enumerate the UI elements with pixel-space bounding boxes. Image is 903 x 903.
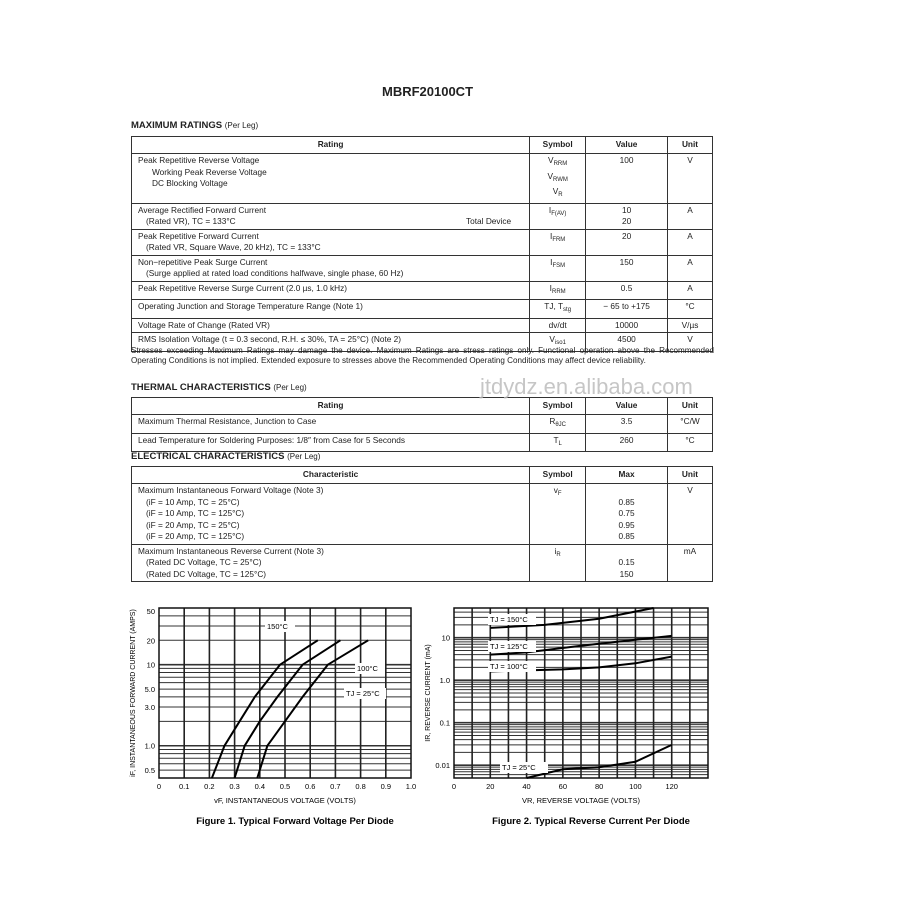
value: − 65 to +175 xyxy=(603,301,650,311)
max-ratings-table xyxy=(131,136,713,352)
x-tick-label: 0.1 xyxy=(178,782,190,791)
unit: V xyxy=(668,154,713,204)
table-row xyxy=(132,544,713,582)
y-tick-label: 0.5 xyxy=(144,766,155,776)
value: 0.95 xyxy=(618,519,635,530)
figure-2-chart xyxy=(420,595,720,835)
symbol: $I_{FSM}$ xyxy=(550,256,566,269)
y-axis-label: IR, REVERSE CURRENT (mA) xyxy=(425,644,432,742)
value: 10 xyxy=(621,204,632,215)
table-row xyxy=(132,300,713,319)
y-tick-label: 5.0 xyxy=(144,685,155,695)
symbol: $v_F$ xyxy=(553,485,562,497)
unit: A xyxy=(668,203,713,229)
thermal-table xyxy=(131,397,713,452)
column-header: Unit xyxy=(668,137,713,154)
value: 0.85 xyxy=(618,531,635,541)
y-tick-label: 1.0 xyxy=(439,676,450,686)
series-line xyxy=(257,640,368,778)
symbol: $R_{\theta JC}$ xyxy=(549,416,566,428)
rating-text: Average Rectified Forward Current xyxy=(138,204,267,215)
y-tick-label: 0.1 xyxy=(439,718,450,728)
column-header: Unit xyxy=(668,467,713,484)
series-label: TJ = 125°C xyxy=(490,642,528,651)
table-row xyxy=(132,203,713,229)
rating-text: Voltage Rate of Change (Rated VR) xyxy=(138,319,270,330)
characteristic-text: Maximum Instantaneous Forward Voltage (Note 3) xyxy=(138,485,324,495)
table-row xyxy=(132,415,713,434)
rating-text: Working Peak Reverse Voltage xyxy=(152,166,267,177)
value: 150 xyxy=(619,256,634,267)
unit: V xyxy=(668,333,713,352)
unit: °C xyxy=(668,433,713,452)
column-header: Symbol xyxy=(530,137,586,154)
x-tick-label: 1.0 xyxy=(405,782,417,791)
characteristic-text: (Rated DC Voltage, TC = 25°C) xyxy=(146,557,262,567)
value: 260 xyxy=(586,433,668,452)
heading-text: THERMAL CHARACTERISTICS xyxy=(131,382,271,393)
column-header: Value xyxy=(586,398,668,415)
series-line xyxy=(212,640,318,778)
series-label: 150°C xyxy=(267,622,288,631)
symbol: $T_L$ xyxy=(553,434,562,447)
value: 10000 xyxy=(615,319,639,330)
rating-text: Non−repetitive Peak Surge Current xyxy=(138,256,268,267)
y-tick-label: 0.01 xyxy=(435,761,450,771)
value: 150 xyxy=(619,568,634,579)
x-tick-label: 0.7 xyxy=(330,782,341,791)
value: 0.15 xyxy=(618,557,635,567)
y-axis-label: iF, INSTANTANEOUS FORWARD CURRENT (AMPS) xyxy=(130,609,137,777)
rating-text: Operating Junction and Storage Temperature Range (Note 1) xyxy=(138,301,363,311)
unit: V/µs xyxy=(668,318,713,333)
rating-text: (Surge applied at rated load conditions halfwave, single phase, 60 Hz) xyxy=(146,268,404,278)
unit: mA xyxy=(668,544,713,582)
symbol: TJ, $T_{stg}$ xyxy=(544,301,572,313)
value: 3.5 xyxy=(586,415,668,434)
y-tick-label: 10 xyxy=(441,633,450,643)
figure-caption: Figure 2. Typical Reverse Current Per Diode xyxy=(492,816,690,827)
symbol: $I_{FRM}$ xyxy=(550,230,566,243)
heading-qualifier: (Per Leg) xyxy=(287,452,321,461)
thermal-heading xyxy=(131,382,307,393)
table-row xyxy=(132,281,713,300)
column-header: Characteristic xyxy=(132,467,530,484)
rating-text: (Rated VR, Square Wave, 20 kHz), TC = 133°C xyxy=(146,242,321,252)
unit: A xyxy=(668,281,713,300)
x-tick-label: 0.2 xyxy=(204,782,215,791)
unit: A xyxy=(668,229,713,255)
x-tick-label: 0.4 xyxy=(254,782,266,791)
series-label: TJ = 25°C xyxy=(502,763,536,772)
value: 0.5 xyxy=(620,282,633,293)
y-tick-label: 50 xyxy=(146,607,155,616)
watermark: jtdydz.en.alibaba.com xyxy=(480,374,693,399)
unit: °C/W xyxy=(668,415,713,434)
y-tick-label: 3.0 xyxy=(144,703,155,713)
rating-text: DC Blocking Voltage xyxy=(152,178,228,188)
value: 0.75 xyxy=(618,508,635,518)
rating-line xyxy=(138,216,523,228)
table-row xyxy=(132,318,713,333)
x-tick-label: 20 xyxy=(486,782,495,791)
x-tick-label: 0.6 xyxy=(304,782,316,791)
characteristic-text: (iF = 10 Amp, TC = 25°C) xyxy=(146,496,240,507)
rating-text: Peak Repetitive Forward Current xyxy=(138,230,259,241)
y-tick-label: 10 xyxy=(146,660,155,670)
symbol: $i_R$ xyxy=(554,545,561,558)
symbol: $V_{RWM}$ xyxy=(547,170,568,183)
unit: A xyxy=(668,255,713,281)
symbol: $V_{iso1}$ xyxy=(549,334,566,346)
electrical-heading xyxy=(131,451,320,462)
value: 4500 xyxy=(617,334,636,344)
value: 20 xyxy=(621,216,632,226)
heading-qualifier: (Per Leg) xyxy=(273,383,307,392)
rating-text: Peak Repetitive Reverse Voltage xyxy=(138,155,260,165)
symbol: $V_{RRM}$ xyxy=(548,155,568,167)
column-header: Rating xyxy=(132,398,530,415)
table-row xyxy=(132,154,713,204)
y-tick-label: 1.0 xyxy=(144,741,155,751)
rating-extra: Total Device xyxy=(465,216,512,226)
x-tick-label: 80 xyxy=(594,782,604,791)
rating-text: Maximum Thermal Resistance, Junction to Case xyxy=(132,415,530,434)
y-tick-label: 20 xyxy=(146,636,155,646)
x-tick-label: 0.9 xyxy=(380,782,392,791)
table-row xyxy=(132,229,713,255)
value: 100 xyxy=(619,155,634,165)
characteristic-text: (iF = 10 Amp, TC = 125°C) xyxy=(146,508,245,518)
max-ratings-heading xyxy=(131,120,258,131)
x-tick-label: 0 xyxy=(156,782,162,791)
table-row xyxy=(132,484,713,545)
figure-1-chart xyxy=(120,595,420,835)
heading-text: ELECTRICAL CHARACTERISTICS xyxy=(131,451,285,462)
symbol: $I_{RRM}$ xyxy=(549,282,566,295)
x-tick-label: 0.8 xyxy=(355,782,366,791)
characteristic-text: (iF = 20 Amp, TC = 125°C) xyxy=(146,531,245,541)
figure-caption: Figure 1. Typical Forward Voltage Per Diode xyxy=(196,816,394,827)
column-header: Symbol xyxy=(530,398,586,415)
unit: °C xyxy=(668,300,713,319)
symbol: $I_{F(AV)}$ xyxy=(548,204,567,217)
column-header: Rating xyxy=(132,137,530,154)
x-axis-label: vF, INSTANTANEOUS VOLTAGE (VOLTS) xyxy=(214,796,356,805)
series-label: TJ = 25°C xyxy=(346,689,380,698)
page-title: MBRF20100CT xyxy=(381,84,474,99)
electrical-table xyxy=(131,466,713,582)
x-axis-label: VR, REVERSE VOLTAGE (VOLTS) xyxy=(522,796,640,805)
heading-qualifier: (Per Leg) xyxy=(224,121,259,130)
value: 20 xyxy=(621,230,632,241)
x-tick-label: 40 xyxy=(522,782,531,791)
x-tick-label: 60 xyxy=(558,782,568,791)
value xyxy=(592,546,661,558)
column-header: Unit xyxy=(668,398,713,415)
rating-text: (Rated VR), TC = 133°C xyxy=(146,216,236,226)
x-tick-label: 0 xyxy=(451,782,457,791)
series-label: 100°C xyxy=(357,664,378,673)
symbol: $V_R$ xyxy=(552,186,563,198)
stress-note: Stresses exceeding Maximum Ratings may damage the device. Maximum Ratings are stress ratings only. Functional operation above the Recommended Operating Conditions is not implied. Extended exposure to stresses above the Recommended Operating Conditions may affect device reliability. xyxy=(131,346,714,365)
characteristic-text: (Rated DC Voltage, TC = 125°C) xyxy=(146,568,267,579)
characteristic-text: Maximum Instantaneous Reverse Current (Note 3) xyxy=(138,545,324,556)
rating-text: RMS Isolation Voltage (t = 0.3 second, R.H. ≤ 30%, TA = 25°C) (Note 2) xyxy=(138,334,402,344)
x-tick-label: 0.5 xyxy=(279,782,291,791)
table-row xyxy=(132,255,713,281)
x-tick-label: 120 xyxy=(665,782,678,791)
x-tick-label: 100 xyxy=(629,782,642,791)
unit: V xyxy=(668,484,713,545)
series-label: TJ = 150°C xyxy=(490,615,528,624)
column-header: Max xyxy=(586,467,668,484)
column-header: Symbol xyxy=(530,467,586,484)
value: 0.85 xyxy=(618,496,635,507)
series-label: TJ = 100°C xyxy=(490,662,528,671)
rating-text: Peak Repetitive Reverse Surge Current (2.0 µs, 1.0 kHz) xyxy=(138,282,348,293)
heading-text: MAXIMUM RATINGS xyxy=(131,120,223,131)
table-row xyxy=(132,433,713,452)
symbol: dv/dt xyxy=(548,319,567,330)
column-header: Value xyxy=(586,137,668,154)
value xyxy=(592,485,661,497)
x-tick-label: 0.3 xyxy=(229,782,240,791)
rating-text: Lead Temperature for Soldering Purposes: 1/8″ from Case for 5 Seconds xyxy=(132,433,530,452)
characteristic-text: (iF = 20 Amp, TC = 25°C) xyxy=(146,519,240,530)
